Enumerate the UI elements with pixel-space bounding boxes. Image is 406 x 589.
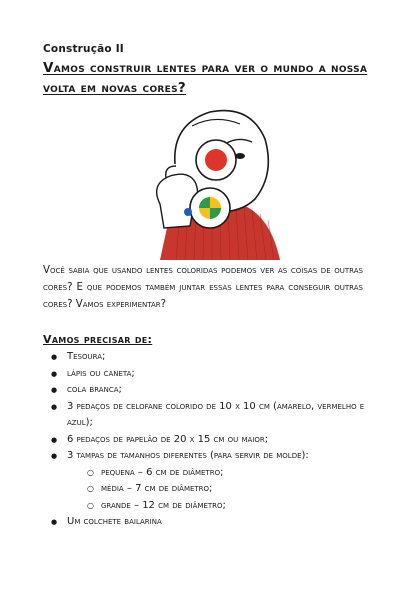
list-item: ● 6 pedaços de papelão de 20 x 15 cm ou maior; (67, 432, 387, 449)
lid-sizes-sublist (67, 465, 387, 515)
page-title: Vamos construir lentes para ver o mundo a nossa volta em novas cores? (43, 60, 368, 96)
list-item: ● lápis ou caneta; (67, 366, 387, 383)
intro-paragraph: Você sabia que usando lentes coloridas podemos ver as coisas de outras cores? E que podemos também juntar essas lentes para conseguir outras cores? Vamos experimentar? (43, 265, 363, 310)
section-subtitle: Construção II (43, 43, 124, 55)
materials-list (43, 349, 387, 531)
list-item: ● cola branca; (67, 382, 387, 399)
materials-heading: Vamos precisar de: (43, 333, 153, 346)
child-with-lenses-illustration (130, 104, 280, 260)
list-item: ● Tesoura; (67, 349, 387, 366)
list-item-text: 3 tampas de tamanhos diferentes (para servir de molde): (67, 450, 309, 461)
sub-list-item: ○ média – 7 cm de diâmetro; (101, 481, 387, 498)
sub-list-item: ○ pequena – 6 cm de diâmetro; (101, 465, 387, 482)
list-item: ● Um colchete bailarina (67, 514, 387, 531)
list-item-with-sublist (67, 448, 387, 514)
sub-list-item: ○ grande – 12 cm de diâmetro; (101, 498, 387, 515)
blue-lens (184, 208, 192, 216)
red-lens (205, 149, 227, 171)
list-item: ● 3 pedaços de celofane colorido de 10 x 10 cm (amarelo, vermelho e azul); (67, 399, 387, 432)
